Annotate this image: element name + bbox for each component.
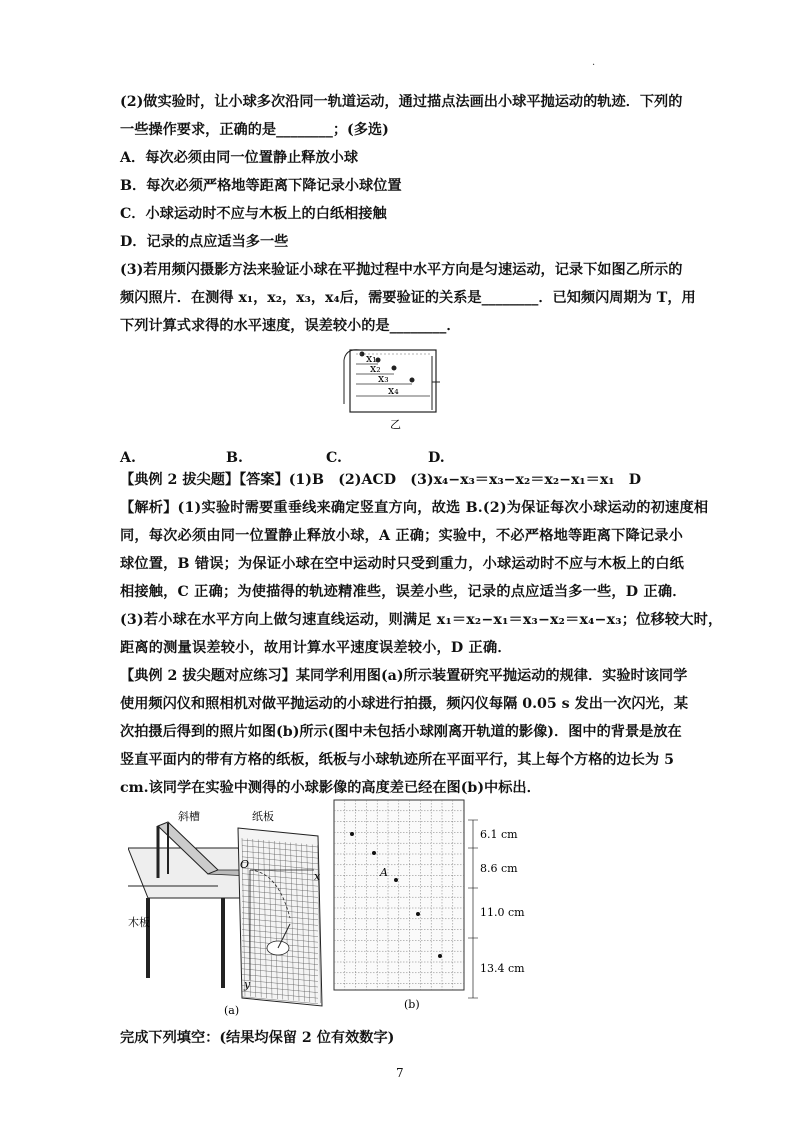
x1-label: x₁ (366, 352, 377, 365)
label-plank: 木板 (128, 916, 150, 929)
analysis-line-2: 同，每次必须由同一位置静止释放小球，A 正确；实验中，不必严格地等距离下降记录小 (120, 528, 684, 544)
figures-a-b (120, 808, 686, 1024)
analysis-line-3: 球位置，B 错误；为保证小球在空中运动时只受到重力，小球运动时不应与木板上的白纸 (120, 556, 685, 572)
practice-line-5: cm.该同学在实验中测得的小球影像的高度差已经在图(b)中标出． (120, 780, 541, 796)
ball-image-2 (372, 851, 376, 855)
q2-option-d: D．记录的点应适当多一些 (120, 234, 289, 250)
x4-label: x₄ (388, 384, 399, 397)
figure-a-caption: (a) (224, 1004, 240, 1017)
height-label-4: 13.4 cm (480, 962, 525, 975)
ball-image-5 (438, 954, 442, 958)
label-x-axis: x (314, 870, 321, 883)
q2-stem-line2: 一些操作要求，正确的是________；(多选) (120, 122, 389, 138)
label-origin: O (240, 858, 250, 871)
height-label-1: 6.1 cm (480, 828, 518, 841)
practice-line-2: 使用频闪仪和照相机对做平抛运动的小球进行拍摄，频闪仪每隔 0.05 s 发出一次闪光，某 (120, 696, 689, 712)
flash-photo-diagram (342, 342, 442, 442)
answer-line: 【典例 2 拔尖题】【答案】(1)B (2)ACD (3)x₄−x₃＝x₃−x₂＝x₂−x₁＝x₁ D (120, 472, 641, 488)
choice-b: B. (226, 450, 243, 466)
label-y-axis: y (244, 978, 251, 991)
figure-yi (120, 340, 686, 444)
figure-yi-caption: 乙 (390, 418, 401, 431)
q2-stem-line1: (2)做实验时，让小球多次沿同一轨道运动，通过描点法画出小球平抛运动的轨迹．下列的 (120, 94, 683, 110)
x2-label: x₂ (370, 362, 381, 375)
corner-mark: · (592, 60, 596, 71)
choice-d: D. (428, 450, 445, 466)
height-label-2: 8.6 cm (480, 862, 518, 875)
q2-option-b: B．每次必须严格地等距离下降记录小球位置 (120, 178, 402, 194)
q3-line1: (3)若用频闪摄影方法来验证小球在平抛过程中水平方向是匀速运动，记录下如图乙所示的 (120, 262, 683, 278)
label-chute: 斜槽 (178, 810, 200, 823)
choice-c: C. (326, 450, 342, 466)
q3-line2: 频闪照片．在测得 x₁，x₂，x₃，x₄后，需要验证的关系是________．已知频闪周期为 T，用 (120, 290, 696, 306)
practice-line-4: 竖直平面内的带有方格的纸板，纸板与小球轨迹所在平面平行，其上每个方格的边长为 5 (120, 752, 674, 768)
q2-option-a: A．每次必须由同一位置静止释放小球 (120, 150, 359, 166)
q2-option-c: C．小球运动时不应与木板上的白纸相接触 (120, 206, 387, 222)
ball-image-3 (394, 878, 398, 882)
analysis-line-6: 距离的测量误差较小，故用计算水平速度误差较小，D 正确． (120, 640, 512, 656)
ball-image-1 (350, 832, 354, 836)
label-point-a: A (380, 866, 388, 879)
fill-in-instruction: 完成下列填空：(结果均保留 2 位有效数字) (120, 1030, 395, 1046)
page-content (120, 88, 723, 1052)
page-number: 7 (396, 1066, 404, 1080)
practice-line-3: 次拍摄后得到的照片如图(b)所示(图中未包括小球刚离开轨道的影像)．图中的背景是放在 (120, 724, 682, 740)
analysis-line-1: 【解析】(1)实验时需要重垂线来确定竖直方向，故选 B.(2)为保证每次小球运动的初速度相 (120, 500, 709, 516)
choice-a: A. (120, 450, 136, 466)
analysis-line-5: (3)若小球在水平方向上做匀速直线运动，则满足 x₁＝x₂−x₁＝x₃−x₂＝x₄−x₃；位移较大时， (120, 612, 723, 628)
ball-image-4 (416, 912, 420, 916)
grid-photo-figure (332, 798, 532, 1014)
x3-label: x₃ (378, 372, 389, 385)
label-board: 纸板 (252, 810, 274, 823)
apparatus-figure (128, 808, 328, 1018)
height-label-3: 11.0 cm (480, 906, 525, 919)
q3-line3: 下列计算式求得的水平速度，误差较小的是________． (120, 318, 461, 334)
q3-choices (120, 444, 686, 466)
practice-line-1: 【典例 2 拔尖题对应练习】某同学利用图(a)所示装置研究平抛运动的规律．实验时该同学 (120, 668, 688, 684)
figure-b-caption: (b) (404, 998, 420, 1011)
analysis-line-4: 相接触，C 正确；为使描得的轨迹精准些，误差小些，记录的点应适当多一些，D 正确． (120, 584, 687, 600)
